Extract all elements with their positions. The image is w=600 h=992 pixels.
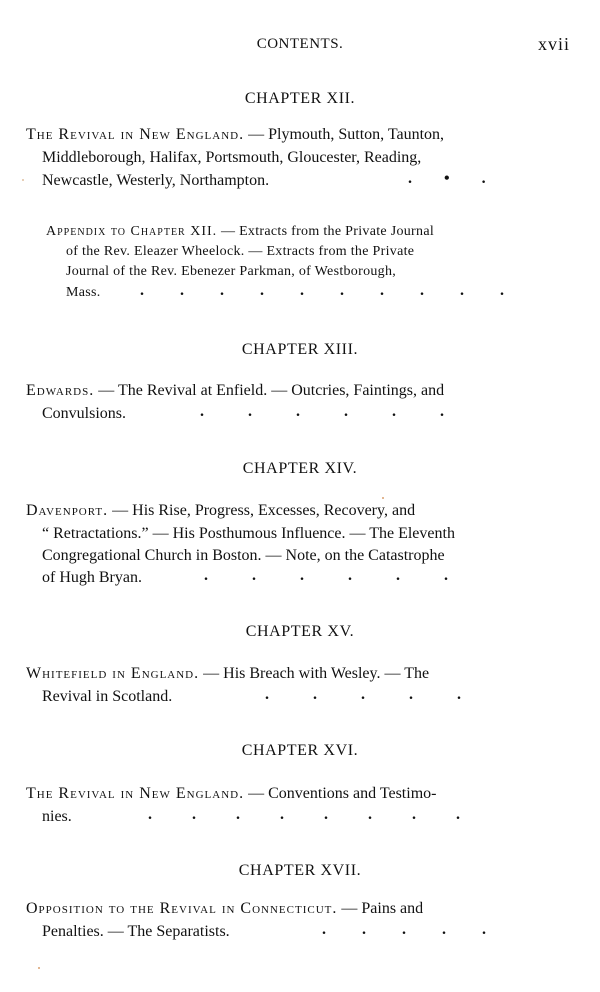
entry-title: Appendix to Chapter XII. bbox=[46, 224, 218, 239]
dot-leaders: . . . . . bbox=[265, 686, 461, 703]
entry-text: — Plymouth, Sutton, Taunton, bbox=[248, 126, 445, 143]
dot-leaders: . . . . . . bbox=[204, 567, 448, 584]
entry-line: Middleborough, Halifax, Portsmouth, Gloucester, Reading, bbox=[42, 149, 422, 166]
entry-line bbox=[26, 663, 429, 685]
entry-line: Convulsions. bbox=[42, 405, 127, 422]
entry-line bbox=[26, 380, 444, 402]
chapter-heading-xiv: CHAPTER XIV. bbox=[242, 460, 358, 477]
entry-line: of Hugh Bryan. bbox=[42, 569, 142, 586]
dot-leaders: . . . . . . . . bbox=[148, 806, 460, 823]
dot-leaders: . . . . . bbox=[322, 921, 486, 938]
chapter-heading-xvii: CHAPTER XVII. bbox=[238, 862, 362, 879]
entry-line: Newcastle, Westerly, Northampton. bbox=[42, 172, 270, 189]
entry-line bbox=[26, 124, 540, 146]
entry-line: Congregational Church in Boston. — Note, on the Catastrophe bbox=[42, 547, 445, 564]
entry-line bbox=[26, 500, 415, 522]
paper-speck bbox=[22, 179, 24, 181]
entry-line bbox=[46, 222, 434, 242]
entry-line bbox=[26, 898, 423, 920]
entry-line: nies. bbox=[42, 808, 72, 825]
chapter-heading-xvi: CHAPTER XVI. bbox=[241, 742, 359, 759]
entry-line bbox=[26, 783, 436, 805]
entry-text: — Conventions and Testimo- bbox=[248, 785, 437, 802]
entry-text: — His Breach with Wesley. — The bbox=[203, 665, 430, 682]
chapter-heading-xiii: CHAPTER XIII. bbox=[241, 341, 359, 358]
entry-title: Davenport. bbox=[26, 502, 109, 519]
page-number: xvii bbox=[537, 34, 570, 54]
entry-text: — Extracts from the Private Journal bbox=[220, 224, 435, 239]
dot-leaders: . . . . . . bbox=[200, 403, 444, 420]
entry-title: Whitefield in England. bbox=[26, 665, 200, 682]
entry-text: — The Revival at Enfield. — Outcries, Faintings, and bbox=[98, 382, 445, 399]
chapter-heading-xv: CHAPTER XV. bbox=[245, 623, 355, 640]
entry-title: The Revival in New England. bbox=[26, 785, 245, 802]
entry-line: Revival in Scotland. bbox=[42, 688, 173, 705]
entry-line: Penalties. — The Separatists. bbox=[42, 923, 230, 940]
entry-title: Edwards. bbox=[26, 382, 95, 399]
dot-leaders: . . . . . . . . . . bbox=[140, 282, 504, 299]
entry-title: The Revival in New England. bbox=[26, 126, 245, 143]
running-title: CONTENTS. bbox=[256, 36, 344, 52]
dot-leaders: . • . bbox=[408, 170, 486, 187]
chapter-heading-xii: CHAPTER XII. bbox=[244, 90, 356, 107]
entry-title: Opposition to the Revival in Connecticut. bbox=[26, 900, 338, 917]
entry-line: “ Retractations.” — His Posthumous Influence. — The Eleventh bbox=[42, 525, 455, 542]
entry-line: of the Rev. Eleazer Wheelock. — Extracts from the Private bbox=[66, 244, 415, 259]
entry-text: — His Rise, Progress, Excesses, Recovery, and bbox=[112, 502, 416, 519]
paper-speck bbox=[38, 967, 40, 969]
paper-speck bbox=[382, 497, 384, 499]
entry-text: — Pains and bbox=[341, 900, 424, 917]
entry-line: Mass. bbox=[66, 285, 101, 300]
entry-line: Journal of the Rev. Ebenezer Parkman, of Westborough, bbox=[66, 264, 397, 279]
